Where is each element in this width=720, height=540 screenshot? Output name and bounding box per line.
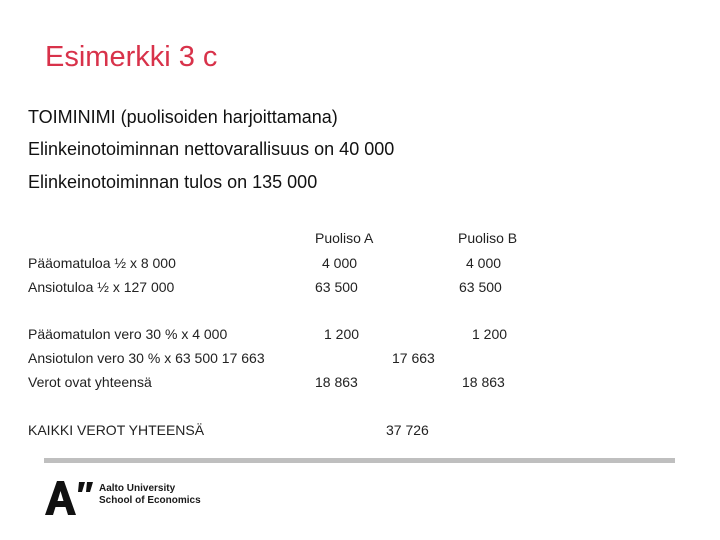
row-capital-tax-label: Pääomatulon vero 30 % x 4 000 — [28, 326, 228, 342]
aalto-a-mark-icon — [44, 478, 94, 518]
intro-line-net-assets: Elinkeinotoiminnan nettovarallisuus on 40 000 — [28, 139, 395, 159]
column-header-spouse-a: Puoliso A — [315, 230, 374, 246]
row-earned-income-label: Ansiotuloa ½ x 127 000 — [28, 279, 175, 295]
row-total-taxes-a: 18 863 — [315, 374, 358, 390]
row-capital-income-a: 4 000 — [322, 255, 358, 271]
aalto-logo — [44, 478, 214, 518]
row-earned-income-a: 63 500 — [315, 279, 358, 295]
slide-title: Esimerkki 3 c — [45, 41, 218, 73]
row-total-taxes-label: Verot ovat yhteensä — [28, 374, 152, 390]
row-capital-tax-b: 1 200 — [472, 326, 508, 342]
row-all-taxes-label: KAIKKI VEROT YHTEENSÄ — [28, 422, 205, 438]
logo-school-name: School of Economics — [99, 495, 201, 506]
row-earned-income-b: 63 500 — [459, 279, 502, 295]
row-earned-tax-value: 17 663 — [392, 350, 435, 366]
row-capital-income-label: Pääomatuloa ½ x 8 000 — [28, 255, 176, 271]
row-all-taxes-value: 37 726 — [386, 422, 429, 438]
intro-line-business-result: Elinkeinotoiminnan tulos on 135 000 — [28, 172, 318, 192]
row-capital-income-b: 4 000 — [466, 255, 502, 271]
row-capital-tax-a: 1 200 — [324, 326, 360, 342]
footer-divider — [44, 458, 675, 463]
column-header-spouse-b: Puoliso B — [458, 230, 518, 246]
row-earned-tax-label: Ansiotulon vero 30 % x 63 500 17 663 — [28, 350, 265, 366]
row-total-taxes-b: 18 863 — [462, 374, 505, 390]
logo-university-name: Aalto University — [99, 483, 176, 494]
intro-line-business-name: TOIMINIMI (puolisoiden harjoittamana) — [28, 107, 338, 127]
